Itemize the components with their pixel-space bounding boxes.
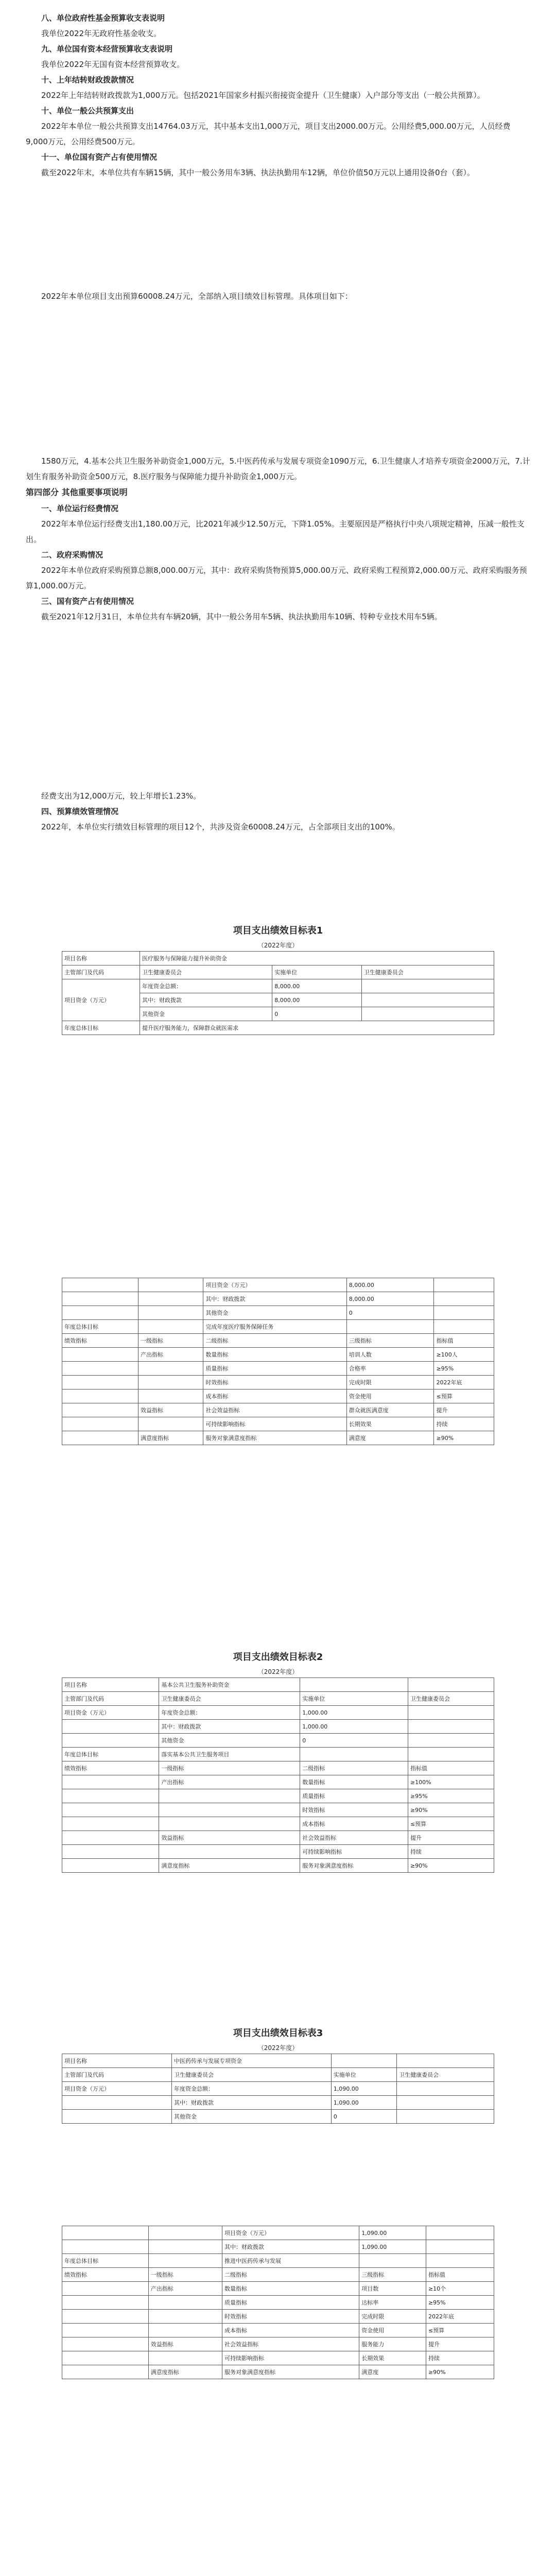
cell: 主管部门及代码 — [62, 2068, 172, 2082]
cell — [62, 2351, 149, 2365]
cell: 主管部门及代码 — [62, 1692, 159, 1706]
cell — [397, 2110, 494, 2124]
part-heading: 第四部分 其他重要事项说明 — [26, 487, 128, 497]
cell: 绩效指标 — [62, 1334, 138, 1348]
cell: ≥95% — [434, 1362, 494, 1376]
table-title: 项目支出绩效目标表2 — [233, 1652, 323, 1663]
perf-table-3b — [62, 2226, 494, 2379]
table-row — [62, 1789, 494, 1803]
cell — [359, 2254, 426, 2268]
cell — [138, 1389, 203, 1403]
cell — [62, 1859, 159, 1873]
table-row — [62, 1692, 494, 1706]
table-row — [62, 2268, 494, 2282]
cell: 0 — [300, 1734, 408, 1748]
cell: 年度资金总额： — [140, 979, 272, 993]
cell: 效益指标 — [148, 2337, 222, 2351]
cell: 绩效指标 — [62, 1761, 159, 1775]
cell: 提升 — [408, 1831, 494, 1845]
cell: 年度总体目标 — [62, 1748, 159, 1761]
cell: 项目资金（万元） — [62, 979, 140, 1021]
table-row — [62, 2365, 494, 2379]
cell: ≥10个 — [426, 2282, 494, 2296]
cell — [62, 1389, 138, 1403]
cell — [434, 1320, 494, 1334]
cell: 指标值 — [408, 1761, 494, 1775]
cell — [346, 1320, 434, 1334]
table-row — [62, 2226, 494, 2240]
cell: 8,000.00 — [272, 993, 361, 1007]
cell: 绩效指标 — [62, 2268, 149, 2282]
cell — [148, 2310, 222, 2324]
table-row — [62, 2054, 494, 2068]
cell: 提升 — [434, 1403, 494, 1417]
cell — [300, 1748, 408, 1761]
cell: 资金使用 — [346, 1389, 434, 1403]
cell: 实施单位 — [300, 1692, 408, 1706]
cell: 时效指标 — [203, 1376, 346, 1389]
paragraph: 截至2022年末，本单位共有车辆15辆，其中一般公务用车3辆、执法执勤用车12辆，单位价值50万元以上通用设备0台（套）。 — [41, 168, 475, 177]
cell: ≥90% — [426, 2365, 494, 2379]
cell — [434, 1306, 494, 1320]
table-row — [62, 1431, 494, 1445]
cell: 1,000.00 — [300, 1706, 408, 1720]
heading: 八、单位政府性基金预算收支表说明 — [41, 13, 165, 23]
cell: 完成年度医疗服务保障任务 — [203, 1320, 346, 1334]
table-row — [62, 2068, 494, 2082]
cell: 1,090.00 — [331, 2096, 396, 2110]
cell: 数量指标 — [300, 1775, 408, 1789]
table-row — [62, 1334, 494, 1348]
table-row — [62, 1734, 494, 1748]
cell: 社会效益指标 — [222, 2337, 359, 2351]
table-row — [62, 1389, 494, 1403]
cell — [62, 1720, 159, 1734]
cell: 其中：财政拨款 — [222, 2240, 359, 2254]
table-row — [62, 1348, 494, 1362]
cell: 实施单位 — [331, 2068, 396, 2082]
cell — [138, 1306, 203, 1320]
table — [62, 951, 494, 1035]
cell: 满意度指标 — [138, 1431, 203, 1445]
cell: 服务对象满意度指标 — [222, 2365, 359, 2379]
paragraph: 2022年上年结转财政拨款为1,000万元。包括2021年国家乡村振兴衔接资金提升（卫生健康）入户部分等支出（一般公共预算）。 — [41, 91, 485, 100]
cell — [62, 2240, 149, 2254]
cell: 服务能力 — [359, 2337, 426, 2351]
cell: 提升医疗服务能力，保障群众就医需求 — [140, 1021, 494, 1035]
cell: ≥95% — [426, 2296, 494, 2310]
cell — [159, 1803, 300, 1817]
cell: 项目资金（万元） — [222, 2226, 359, 2240]
cell — [426, 2226, 494, 2240]
cell: ≤预算 — [408, 1817, 494, 1831]
cell: 质量指标 — [222, 2296, 359, 2310]
cell: 基本公共卫生服务补助资金 — [159, 1678, 300, 1692]
section-2b — [26, 453, 530, 624]
cell: 成本指标 — [203, 1389, 346, 1403]
heading: 十、单位一般公共预算支出 — [41, 106, 134, 115]
cell: ≥90% — [434, 1431, 494, 1445]
table-row — [62, 979, 494, 993]
cell: 指标值 — [426, 2268, 494, 2282]
cell: 效益指标 — [138, 1403, 203, 1417]
cell: 其中：财政拨款 — [172, 2096, 332, 2110]
cell: 其他资金 — [203, 1306, 346, 1320]
cell: 二级指标 — [300, 1761, 408, 1775]
table-row — [62, 1775, 494, 1789]
paragraph: 1580万元，4.基本公共卫生服务补助资金1,000万元，5.中医药传承与发展专项资金1090万元，6.卫生健康人才培养专项资金2000万元，7.计划生育服务补助资金500万元，8.医疗服务与保障能力提升补助资金1,000万元。 — [26, 456, 530, 481]
cell — [361, 1007, 494, 1021]
cell: 社会效益指标 — [203, 1403, 346, 1417]
cell: 时效指标 — [222, 2310, 359, 2324]
cell: 持续 — [434, 1417, 494, 1431]
table-row — [62, 1320, 494, 1334]
cell: 培训人数 — [346, 1348, 434, 1362]
table-row — [62, 1817, 494, 1831]
cell: 完成时限 — [359, 2310, 426, 2324]
paragraph: 2022年本单位政府采购预算总额8,000.00万元，其中：政府采购货物预算5,000.00万元、政府采购工程预算2,000.00万元、政府采购服务预算1,000.00万元。 — [26, 566, 527, 590]
cell: 项目名称 — [62, 2054, 172, 2068]
heading: 十一、单位国有资产占有使用情况 — [41, 152, 158, 162]
cell — [62, 1845, 159, 1859]
table — [62, 1677, 494, 1873]
cell: 三级指标 — [359, 2268, 426, 2282]
cell — [159, 1817, 300, 1831]
cell — [62, 1403, 138, 1417]
cell: ≤预算 — [426, 2324, 494, 2337]
cell: 医疗服务与保障能力提升补助资金 — [140, 952, 494, 965]
perf-table-2 — [62, 1649, 494, 1873]
paragraph: 2022年本单位项目支出预算60008.24万元，全部纳入项目绩效目标管理。具体项目如下： — [41, 292, 353, 301]
cell: 持续 — [426, 2351, 494, 2365]
paragraph: 我单位2022年无政府性基金收支。 — [41, 29, 162, 38]
table-row — [62, 1845, 494, 1859]
cell: 卫生健康委员会 — [361, 965, 494, 979]
cell — [434, 1292, 494, 1306]
table-row — [62, 2240, 494, 2254]
cell: 成本指标 — [222, 2324, 359, 2337]
cell: 长期效果 — [359, 2351, 426, 2365]
paragraph: 2022年，本单位实行绩效目标管理的项目12个，共涉及资金60008.24万元，占全部项目支出的100%。 — [41, 822, 400, 832]
cell: 卫生健康委员会 — [397, 2068, 494, 2082]
perf-table-1b — [62, 1278, 494, 1445]
table-row — [62, 1859, 494, 1873]
table-title: 项目支出绩效目标表1 — [233, 925, 323, 936]
cell — [434, 1278, 494, 1292]
cell: 一级指标 — [138, 1334, 203, 1348]
table-row — [62, 1720, 494, 1734]
cell: 年度总体目标 — [62, 1320, 138, 1334]
cell: 1,000.00 — [300, 1720, 408, 1734]
table-row — [62, 1362, 494, 1376]
table-row — [62, 1021, 494, 1035]
cell: 一级指标 — [159, 1761, 300, 1775]
cell — [62, 2337, 149, 2351]
cell: 社会效益指标 — [300, 1831, 408, 1845]
cell — [148, 2351, 222, 2365]
heading: 一、单位运行经费情况 — [41, 504, 119, 513]
table-row — [62, 1417, 494, 1431]
cell — [62, 1817, 159, 1831]
perf-table-3 — [62, 2025, 494, 2124]
cell — [62, 1803, 159, 1817]
cell — [138, 1278, 203, 1292]
cell: ≤预算 — [434, 1389, 494, 1403]
cell: 项目名称 — [62, 952, 140, 965]
table-subtitle: （2022年度） — [257, 1668, 299, 1675]
perf-table-1 — [62, 922, 494, 1035]
cell — [138, 1376, 203, 1389]
table-row — [62, 1706, 494, 1720]
table-row — [62, 2296, 494, 2310]
table-row — [62, 952, 494, 965]
cell: 资金使用 — [359, 2324, 426, 2337]
cell: 产出指标 — [138, 1348, 203, 1362]
cell: 满意度 — [359, 2365, 426, 2379]
cell — [138, 1292, 203, 1306]
cell — [62, 2110, 172, 2124]
table-title: 项目支出绩效目标表3 — [233, 2028, 323, 2039]
cell — [138, 1362, 203, 1376]
table-row — [62, 2096, 494, 2110]
cell: 项目资金（万元） — [62, 1706, 159, 1720]
heading: 三、国有资产占有使用情况 — [41, 597, 134, 606]
table-row — [62, 2337, 494, 2351]
cell — [62, 2226, 149, 2240]
cell — [62, 1417, 138, 1431]
cell: 其他资金 — [172, 2110, 332, 2124]
table-row — [62, 1748, 494, 1761]
cell: 满意度指标 — [159, 1859, 300, 1873]
cell: 1,090.00 — [359, 2240, 426, 2254]
cell: 0 — [331, 2110, 396, 2124]
cell — [62, 2324, 149, 2337]
cell: ≥95% — [408, 1789, 494, 1803]
cell: 满意度 — [346, 1431, 434, 1445]
cell — [397, 2054, 494, 2068]
cell: 服务对象满意度指标 — [203, 1431, 346, 1445]
table-row — [62, 2110, 494, 2124]
cell — [138, 1417, 203, 1431]
cell: 主管部门及代码 — [62, 965, 140, 979]
cell — [159, 1845, 300, 1859]
cell: 卫生健康委员会 — [408, 1692, 494, 1706]
cell: 可持续影响指标 — [300, 1845, 408, 1859]
cell — [331, 2054, 396, 2068]
cell — [148, 2324, 222, 2337]
cell: 0 — [346, 1306, 434, 1320]
table-row — [62, 2351, 494, 2365]
cell: 成本指标 — [300, 1817, 408, 1831]
table-row — [62, 1761, 494, 1775]
cell: 质量指标 — [300, 1789, 408, 1803]
table-row — [62, 1403, 494, 1417]
cell — [62, 1362, 138, 1376]
cell: 服务对象满意度指标 — [300, 1859, 408, 1873]
cell — [426, 2240, 494, 2254]
cell: 年度资金总额： — [172, 2082, 332, 2096]
cell — [62, 1376, 138, 1389]
table-row — [62, 1306, 494, 1320]
cell: 项目资金（万元） — [203, 1278, 346, 1292]
cell: 时效指标 — [300, 1803, 408, 1817]
cell — [62, 1348, 138, 1362]
heading: 十、上年结转财政拨款情况 — [41, 75, 134, 84]
cell: 群众就医满意度 — [346, 1403, 434, 1417]
cell: ≥100% — [408, 1775, 494, 1789]
table-row — [62, 1678, 494, 1692]
cell: 长期效果 — [346, 1417, 434, 1431]
cell: 实施单位 — [272, 965, 361, 979]
cell: 可持续影响指标 — [222, 2351, 359, 2365]
cell: 年度总体目标 — [62, 2254, 149, 2268]
cell: 产出指标 — [148, 2282, 222, 2296]
cell: 8,000.00 — [346, 1278, 434, 1292]
cell: 一级指标 — [148, 2268, 222, 2282]
cell: 项目数 — [359, 2282, 426, 2296]
cell: 1,090.00 — [359, 2226, 426, 2240]
section-1 — [26, 10, 530, 180]
cell: 可持续影响指标 — [203, 1417, 346, 1431]
table-row — [62, 1831, 494, 1845]
cell: 合格率 — [346, 1362, 434, 1376]
paragraph: 2022年本单位运行经费支出1,180.00万元，比2021年减少12.50万元，下降1.05%。主要原因是严格执行中央八项规定精神，压减一般性支出。 — [26, 519, 525, 544]
table — [62, 1278, 494, 1445]
cell: 其他资金 — [140, 1007, 272, 1021]
cell — [408, 1678, 494, 1692]
cell: 其他资金 — [159, 1734, 300, 1748]
cell — [62, 2310, 149, 2324]
cell: 产出指标 — [159, 1775, 300, 1789]
table-row — [62, 2324, 494, 2337]
table-subtitle: （2022年度） — [257, 2044, 299, 2052]
heading: 二、政府采购情况 — [41, 550, 103, 560]
cell — [62, 1789, 159, 1803]
cell — [397, 2096, 494, 2110]
cell — [62, 1775, 159, 1789]
cell: 提升 — [426, 2337, 494, 2351]
cell — [397, 2082, 494, 2096]
table-row — [62, 2082, 494, 2096]
cell: 项目名称 — [62, 1678, 159, 1692]
section-2c — [26, 788, 530, 835]
cell: 0 — [272, 1007, 361, 1021]
paragraph: 经费支出为12,000万元，较上年增长1.23%。 — [41, 791, 201, 801]
cell: 其中：财政拨款 — [140, 993, 272, 1007]
cell: 年度总体目标 — [62, 1021, 140, 1035]
cell — [62, 1431, 138, 1445]
cell: 卫生健康委员会 — [172, 2068, 332, 2082]
cell: 落实基本公共卫生服务项目 — [159, 1748, 300, 1761]
cell — [62, 1831, 159, 1845]
cell — [300, 1678, 408, 1692]
cell — [408, 1734, 494, 1748]
paragraph: 2022年本单位一般公共预算支出14764.03万元，其中基本支出1,000万元，项目支出2000.00万元。公用经费5,000.00万元，人员经费9,000万元，公用经费500万元。 — [26, 122, 511, 146]
cell: 卫生健康委员会 — [159, 1692, 300, 1706]
cell — [138, 1320, 203, 1334]
table-row — [62, 2254, 494, 2268]
cell — [62, 1306, 138, 1320]
table-row — [62, 1278, 494, 1292]
cell: 满意度指标 — [148, 2365, 222, 2379]
cell — [62, 1292, 138, 1306]
cell: 完成时限 — [346, 1376, 434, 1389]
cell: ≥100人 — [434, 1348, 494, 1362]
table-row — [62, 965, 494, 979]
cell: 二级指标 — [203, 1334, 346, 1348]
cell: 二级指标 — [222, 2268, 359, 2282]
heading: 九、单位国有资本经营预算收支表说明 — [41, 44, 173, 54]
cell: 数量指标 — [222, 2282, 359, 2296]
cell: 中医药传承与发展专项资金 — [172, 2054, 332, 2068]
cell — [148, 2254, 222, 2268]
table — [62, 2054, 494, 2124]
cell — [62, 2096, 172, 2110]
table-row — [62, 2282, 494, 2296]
cell: 2022年底 — [434, 1376, 494, 1389]
cell: 三级指标 — [346, 1334, 434, 1348]
cell: 推进中医药传承与发展 — [222, 2254, 359, 2268]
table-row — [62, 1376, 494, 1389]
cell: 1,090.00 — [331, 2082, 396, 2096]
cell — [62, 2296, 149, 2310]
cell: 8,000.00 — [346, 1292, 434, 1306]
cell — [148, 2296, 222, 2310]
cell: 8,000.00 — [272, 979, 361, 993]
table — [62, 2226, 494, 2379]
cell: 达标率 — [359, 2296, 426, 2310]
table-row — [62, 1292, 494, 1306]
cell — [62, 1278, 138, 1292]
cell — [361, 979, 494, 993]
cell: 持续 — [408, 1845, 494, 1859]
table-row — [62, 2310, 494, 2324]
table-subtitle: （2022年度） — [257, 942, 299, 949]
table-row — [62, 1803, 494, 1817]
cell — [148, 2226, 222, 2240]
cell: 其中：财政拨款 — [203, 1292, 346, 1306]
cell — [426, 2254, 494, 2268]
cell: 项目资金（万元） — [62, 2082, 172, 2096]
cell: 数量指标 — [203, 1348, 346, 1362]
cell — [148, 2240, 222, 2254]
cell: ≥90% — [408, 1803, 494, 1817]
cell — [62, 1734, 159, 1748]
cell — [62, 2282, 149, 2296]
cell — [408, 1748, 494, 1761]
section-2 — [26, 289, 530, 304]
paragraph: 我单位2022年无国有资本经营预算收支。 — [41, 60, 185, 69]
cell: 效益指标 — [159, 1831, 300, 1845]
cell: ≥90% — [408, 1859, 494, 1873]
paragraph: 截至2021年12月31日，本单位共有车辆20辆，其中一般公务用车5辆、执法执勤用车10辆、特种专业技术用车5辆。 — [41, 612, 442, 621]
cell: 质量指标 — [203, 1362, 346, 1376]
cell: 卫生健康委员会 — [140, 965, 272, 979]
cell — [408, 1706, 494, 1720]
cell — [361, 993, 494, 1007]
cell — [62, 2365, 149, 2379]
cell — [159, 1789, 300, 1803]
heading: 四、预算绩效管理情况 — [41, 807, 119, 816]
cell: 年度资金总额： — [159, 1706, 300, 1720]
cell: 其中：财政拨款 — [159, 1720, 300, 1734]
cell: 指标值 — [434, 1334, 494, 1348]
cell — [408, 1720, 494, 1734]
cell: 2022年底 — [426, 2310, 494, 2324]
